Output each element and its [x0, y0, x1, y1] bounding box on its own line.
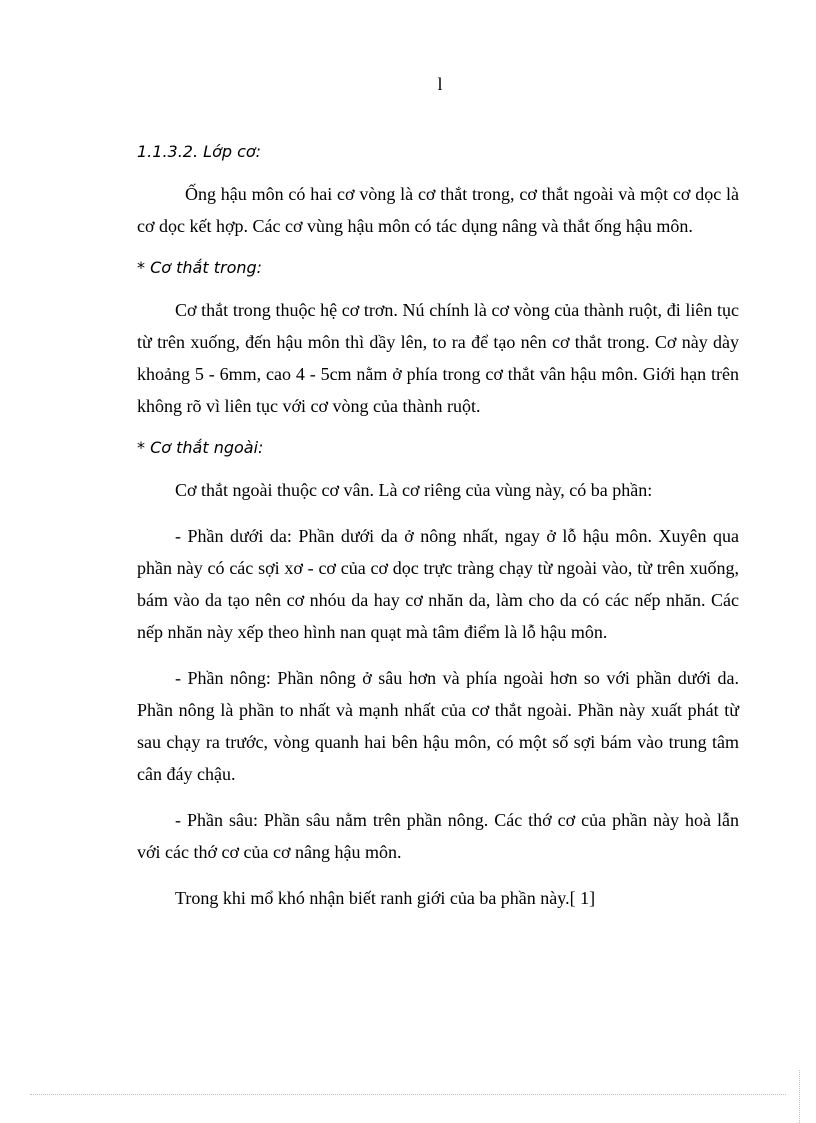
subcutaneous-part-paragraph: - Phần dưới da: Phần dưới da ở nông nhất, ngay ở lỗ hậu môn. Xuyên qua phần này có các sợi xơ - cơ của cơ dọc trực tràng chạy từ ngoài vào, từ trên xuống, bám vào da tạo nên cơ nhóu da hay cơ nhăn da, làm cho da có các nếp nhăn. Các nếp nhăn này xếp theo hình nan quạt mà tâm điểm là lỗ hậu môn. [137, 526, 739, 642]
page-number: l [437, 74, 443, 94]
external-sphincter-intro: Cơ thắt ngoài thuộc cơ vân. Là cơ riêng của vùng này, có ba phần: [175, 480, 653, 500]
deep-part-paragraph: - Phần sâu: Phần sâu nằm trên phần nông. Các thớ cơ của phần này hoà lẫn với các thớ cơ của cơ nâng hậu môn. [137, 810, 739, 862]
internal-sphincter-paragraph: Cơ thắt trong thuộc hệ cơ trơn. Nú chính là cơ vòng của thành ruột, đi liên tục từ trên xuống, đến hậu môn thì dầy lên, to ra để tạo nên cơ thắt trong. Cơ này dày khoảng 5 - 6mm, cao 4 - 5cm nằm ở phía trong cơ thắt vân hậu môn. Giới hạn trên không rõ vì liên tục với cơ vòng của thành ruột. [137, 300, 739, 416]
external-sphincter-heading: * Cơ thắt ngoài: [137, 438, 264, 457]
intro-paragraph: Ống hậu môn có hai cơ vòng là cơ thắt trong, cơ thắt ngoài và một cơ dọc là cơ dọc kết hợp. Các cơ vùng hậu môn có tác dụng nâng và thắt ống hậu môn. [137, 184, 739, 236]
superficial-part-paragraph: - Phần nông: Phần nông ở sâu hơn và phía ngoài hơn so với phần dưới da. Phần nông là phần to nhất và mạnh nhất của cơ thắt ngoài. Phần này xuất phát từ sau chạy ra trước, vòng quanh hai bên hậu môn, có một số sợi bám vào trung tâm cân đáy chậu. [137, 668, 739, 784]
page-bottom-divider [30, 1094, 786, 1095]
section-heading: 1.1.3.2. Lớp cơ: [137, 142, 262, 161]
internal-sphincter-heading: * Cơ thắt trong: [137, 258, 263, 277]
page-edge-divider [799, 1070, 801, 1123]
document-body [137, 140, 739, 928]
closing-paragraph: Trong khi mổ khó nhận biết ranh giới của ba phần này.[ 1] [175, 888, 596, 908]
